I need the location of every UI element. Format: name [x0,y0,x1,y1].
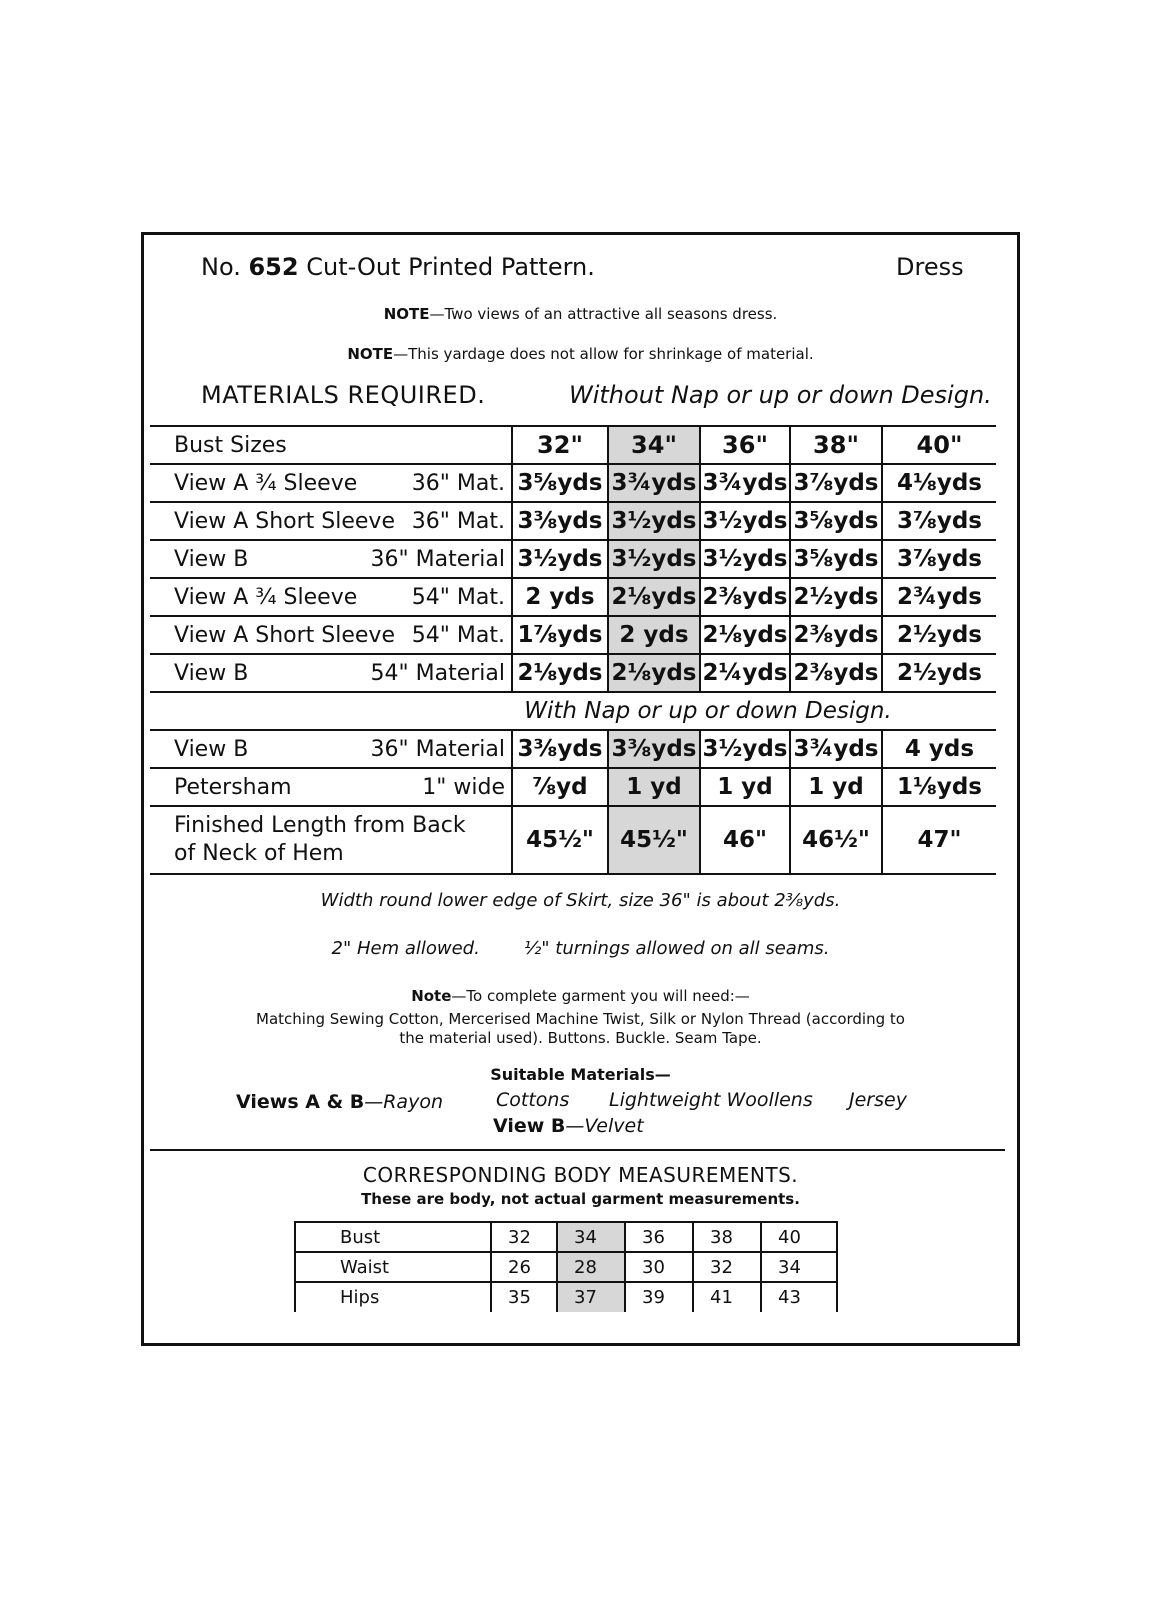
note-label: NOTE [347,345,394,363]
with-nap-heading-row [150,692,996,730]
measurement-cell: 37 [557,1282,625,1312]
requirements-heading [144,987,1017,1005]
yardage-cell: 3⅝yds [790,540,882,578]
yardage-cell: 3½yds [512,540,608,578]
yardage-cell: 3⅞yds [790,464,882,502]
materials-row [150,654,996,692]
body-measurements-title: CORRESPONDING BODY MEASUREMENTS. [362,1163,799,1187]
yardage-cell: 3½yds [700,540,790,578]
yardage-cell: 2¼yds [700,654,790,692]
views-ab-materials [236,1091,443,1113]
yardage-cell: 40" [882,426,996,464]
suitable-materials-heading: Suitable Materials— [490,1065,671,1084]
requirements-list [144,1010,1017,1048]
yardage-cell: 3½yds [700,502,790,540]
materials-row [150,768,996,806]
garment-view-label: View B [174,546,249,572]
garment-view-label: View A ¾ Sleeve [174,470,358,496]
materials-row-label [150,768,512,806]
measurement-cell: 35 [491,1282,557,1312]
garment-view-label: Petersham [174,774,292,800]
measurement-cell: 38 [693,1222,761,1252]
material-jersey: Jersey [849,1089,907,1111]
materials-required-title: MATERIALS REQUIRED. [201,381,486,409]
measurement-cell: 32 [491,1222,557,1252]
note-label: NOTE [383,305,430,323]
finished-length-cell: 45½" [608,806,700,874]
note-views [144,305,1017,323]
view-b-label: View B [493,1115,566,1137]
measurement-cell: 36 [625,1222,693,1252]
finished-length-label [150,806,512,874]
pattern-title-text: Cut-Out Printed Pattern. [306,253,595,281]
yardage-cell: 3⅝yds [512,464,608,502]
section-divider [150,1149,1005,1151]
materials-row-label [150,540,512,578]
hem-note [144,938,1017,959]
materials-row-label [150,464,512,502]
note-text: —Two views of an attractive all seasons dress. [429,305,778,323]
materials-row-label [150,578,512,616]
without-nap-heading: Without Nap or up or down Design. [569,381,992,409]
materials-row [150,730,996,768]
yardage-cell: 2 yds [512,578,608,616]
yardage-cell: 1 yd [608,768,700,806]
yardage-cell: 3⅞yds [882,540,996,578]
pattern-title [201,253,595,281]
yardage-cell: 3½yds [700,730,790,768]
materials-row [150,616,996,654]
measurement-cell: 30 [625,1252,693,1282]
material-velvet: —Velvet [565,1115,644,1137]
measurement-cell: 40 [761,1222,837,1252]
measurement-label: Waist [295,1252,491,1282]
turnings-allowance: ½" turnings allowed on all seams. [523,938,830,959]
materials-row-label [150,616,512,654]
yardage-cell: 2¾yds [882,578,996,616]
materials-row [150,502,996,540]
measurement-cell: 26 [491,1252,557,1282]
garment-view-label: View B [174,660,249,686]
measurement-row [295,1222,837,1252]
yardage-cell: 2⅛yds [608,578,700,616]
yardage-cell: 3¾yds [608,464,700,502]
garment-view-label: Bust Sizes [174,432,287,458]
note-text: —This yardage does not allow for shrinkage of material. [393,345,814,363]
yardage-cell: 2 yds [608,616,700,654]
requirements-line: Matching Sewing Cotton, Mercerised Machine Twist, Silk or Nylon Thread (according to [256,1010,905,1028]
yardage-cell: 4⅛yds [882,464,996,502]
materials-row [150,578,996,616]
yardage-cell: 2½yds [882,616,996,654]
yardage-cell: 3⅜yds [512,730,608,768]
fabric-width-label: 1" wide [422,774,505,800]
yardage-cell: 1 yd [700,768,790,806]
measurement-row [295,1282,837,1312]
measurement-cell: 41 [693,1282,761,1312]
yardage-cell: 2⅛yds [512,654,608,692]
measurement-cell: 32 [693,1252,761,1282]
fabric-width-label: 36" Mat. [411,508,505,534]
measurement-cell: 39 [625,1282,693,1312]
yardage-cell: 2⅛yds [608,654,700,692]
yardage-cell: 1⅛yds [882,768,996,806]
yardage-cell: 3⅞yds [882,502,996,540]
yardage-cell: 2⅜yds [790,616,882,654]
finished-length-cell: 46" [700,806,790,874]
with-nap-heading-cell [150,692,996,730]
materials-row-label [150,426,512,464]
material-woollens: Lightweight Woollens [609,1089,813,1111]
garment-view-label: View A ¾ Sleeve [174,584,358,610]
measurement-row [295,1252,837,1282]
fabric-width-label: 54" Mat. [411,584,505,610]
materials-table [150,425,996,875]
yardage-cell: 4 yds [882,730,996,768]
note-shrinkage [144,345,1017,363]
yardage-cell: 2½yds [882,654,996,692]
finished-length-cell: 45½" [512,806,608,874]
materials-row-label [150,730,512,768]
pattern-prefix: No. [201,253,241,281]
skirt-width-note: Width round lower edge of Skirt, size 36" is about 2⅜yds. [320,890,841,911]
fabric-width-label: 36" Material [370,546,505,572]
material-cottons: Cottons [496,1089,570,1111]
body-measurements-subtitle: These are body, not actual garment measurements. [361,1190,800,1208]
yardage-cell: 3¾yds [790,730,882,768]
materials-row-label [150,502,512,540]
yardage-cell: 1⅞yds [512,616,608,654]
requirements-intro: —To complete garment you will need:— [451,987,750,1005]
views-ab-label: Views A & B [236,1091,365,1113]
garment-view-label: View B [174,736,249,762]
yardage-cell: 1 yd [790,768,882,806]
finished-length-line: of Neck of Hem [174,841,344,866]
requirements-label: Note [411,987,452,1005]
materials-row [150,464,996,502]
measurement-cell: 28 [557,1252,625,1282]
yardage-cell: 38" [790,426,882,464]
requirements-line: the material used). Buttons. Buckle. Seam Tape. [399,1029,762,1047]
pattern-envelope-sheet [141,232,1020,1346]
yardage-cell: 3⅜yds [608,730,700,768]
materials-row [150,540,996,578]
yardage-cell: 2½yds [790,578,882,616]
measurement-cell: 34 [761,1252,837,1282]
yardage-cell: 3¾yds [700,464,790,502]
material-rayon: —Rayon [364,1091,443,1113]
yardage-cell: ⅞yd [512,768,608,806]
yardage-cell: 2⅜yds [700,578,790,616]
yardage-cell: 36" [700,426,790,464]
with-nap-heading: With Nap or up or down Design. [524,698,892,724]
finished-length-row [150,806,996,874]
pattern-number: 652 [248,253,299,281]
garment-type: Dress [896,253,964,281]
fabric-width-label: 36" Mat. [411,470,505,496]
garment-view-label: View A Short Sleeve [174,622,395,648]
yardage-cell: 2⅛yds [700,616,790,654]
yardage-cell: 2⅜yds [790,654,882,692]
finished-length-cell: 46½" [790,806,882,874]
fabric-width-label: 36" Material [370,736,505,762]
yardage-cell: 32" [512,426,608,464]
materials-row-label [150,654,512,692]
yardage-cell: 3½yds [608,540,700,578]
measurement-cell: 34 [557,1222,625,1252]
finished-length-cell: 47" [882,806,996,874]
yardage-cell: 3½yds [608,502,700,540]
fabric-width-label: 54" Mat. [411,622,505,648]
materials-row [150,426,996,464]
garment-view-label: View A Short Sleeve [174,508,395,534]
finished-length-line: Finished Length from Back [174,813,466,838]
yardage-cell: 34" [608,426,700,464]
yardage-cell: 3⅜yds [512,502,608,540]
measurement-label: Bust [295,1222,491,1252]
yardage-cell: 3⅝yds [790,502,882,540]
view-b-materials [493,1115,644,1137]
measurement-cell: 43 [761,1282,837,1312]
fabric-width-label: 54" Material [370,660,505,686]
hem-allowance: 2" Hem allowed. [331,938,480,959]
body-measurements-table [294,1221,838,1312]
measurement-label: Hips [295,1282,491,1312]
